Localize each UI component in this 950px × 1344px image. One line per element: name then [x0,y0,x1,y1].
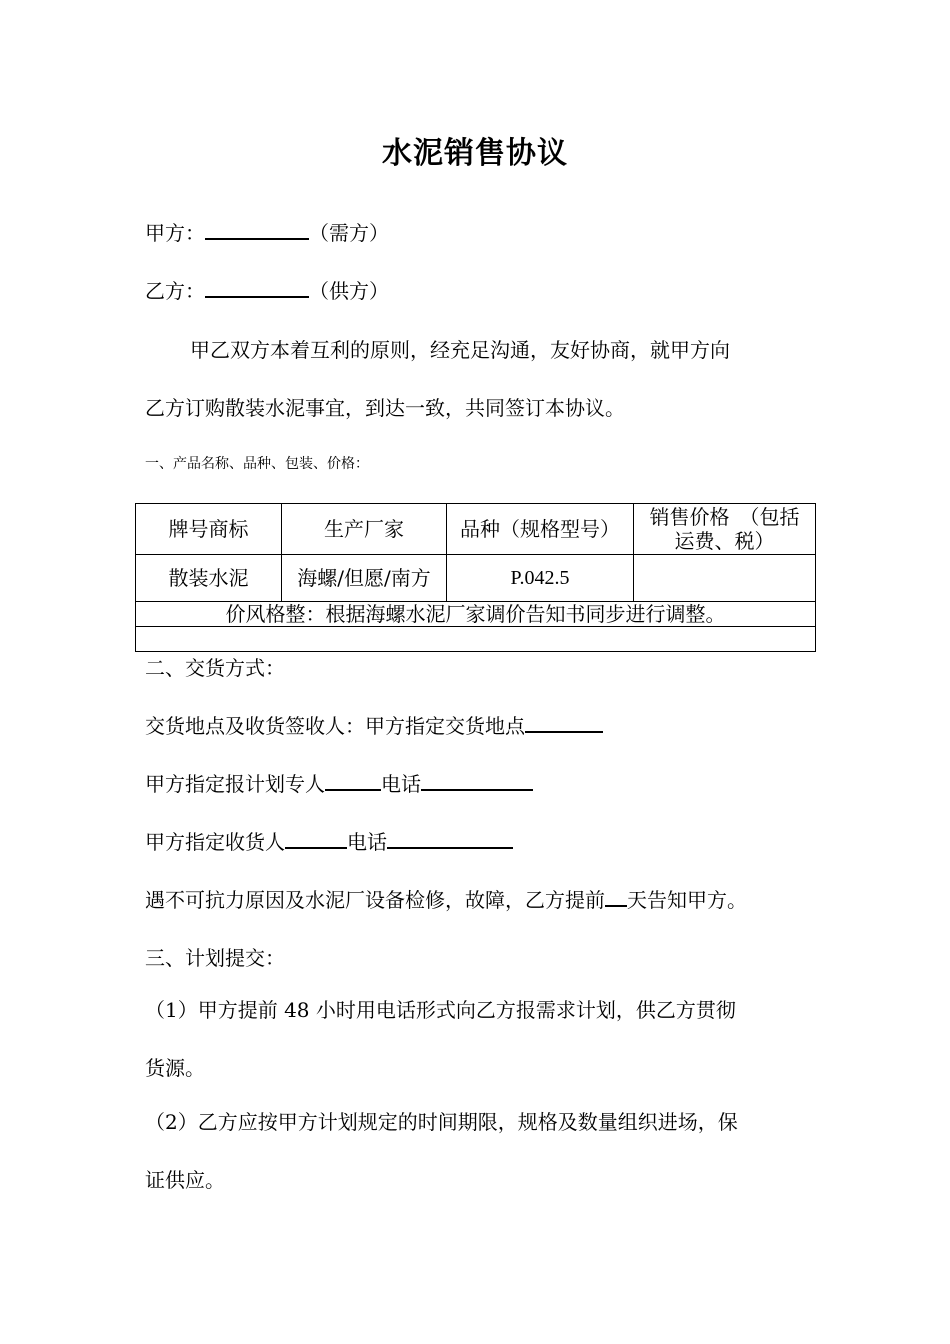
section-1-heading: 一、产品名称、品种、包装、价格： [145,456,369,472]
table-empty-row [136,627,816,652]
receiver-phone-blank [387,829,513,849]
plan-phone-label: 电话 [381,772,421,796]
plan-person-label: 甲方指定报计划专人 [145,772,325,796]
intro-line-1: 甲乙双方本着互利的原则，经充足沟通，友好协商，就甲方向 [190,338,730,362]
force-majeure-line [145,886,747,914]
days-blank [605,887,627,907]
product-table [135,503,816,652]
plan-person-line [145,770,533,798]
receiver-label: 甲方指定收货人 [145,830,285,854]
party-b-label: 乙方： [145,279,205,303]
item-2-line-1: （2）乙方应按甲方计划规定的时间期限，规格及数量组织进场，保 [145,1110,738,1134]
delivery-label: 交货地点及收货签收人：甲方指定交货地点 [145,714,525,738]
header-variety: 品种（规格型号） [447,504,634,555]
receiver-line [145,828,513,856]
party-b-blank [205,278,309,298]
delivery-blank [525,713,603,733]
party-a-label: 甲方： [145,221,205,245]
receiver-phone-label: 电话 [347,830,387,854]
cell-variety: P.042.5 [447,555,634,602]
cell-manufacturer: 海螺/但愿/南方 [282,555,447,602]
force-majeure-text-b: 天告知甲方。 [627,888,747,912]
item-1-line-2: 货源。 [145,1056,205,1080]
party-a-line [145,219,389,247]
party-a-blank [205,220,309,240]
header-brand: 牌号商标 [136,504,282,555]
receiver-blank [285,829,347,849]
plan-person-blank [325,771,381,791]
item-1-line-1: （1）甲方提前 48 小时用电话形式向乙方报需求计划，供乙方贯彻 [145,998,736,1022]
table-note-row [136,602,816,627]
price-adjust-note: 价风格整：根据海螺水泥厂家调价告知书同步进行调整。 [136,602,816,627]
plan-phone-blank [421,771,533,791]
table-header-row [136,504,816,555]
force-majeure-text-a: 遇不可抗力原因及水泥厂设备检修，故障，乙方提前 [145,888,605,912]
cell-brand: 散装水泥 [136,555,282,602]
header-manufacturer: 生产厂家 [282,504,447,555]
header-price: 销售价格 （包括运费、税） [634,504,816,555]
party-a-suffix: （需方） [309,221,389,245]
document-title: 水泥销售协议 [382,136,568,171]
table-row [136,555,816,602]
empty-cell [136,627,816,652]
item-2-line-2: 证供应。 [145,1168,225,1192]
party-b-line [145,277,389,305]
party-b-suffix: （供方） [309,279,389,303]
section-2-heading: 二、交货方式： [145,656,285,680]
delivery-line [145,712,603,740]
section-3-heading: 三、计划提交： [145,946,285,970]
intro-line-2: 乙方订购散装水泥事宜，到达一致，共同签订本协议。 [145,396,625,420]
cell-price [634,555,816,602]
